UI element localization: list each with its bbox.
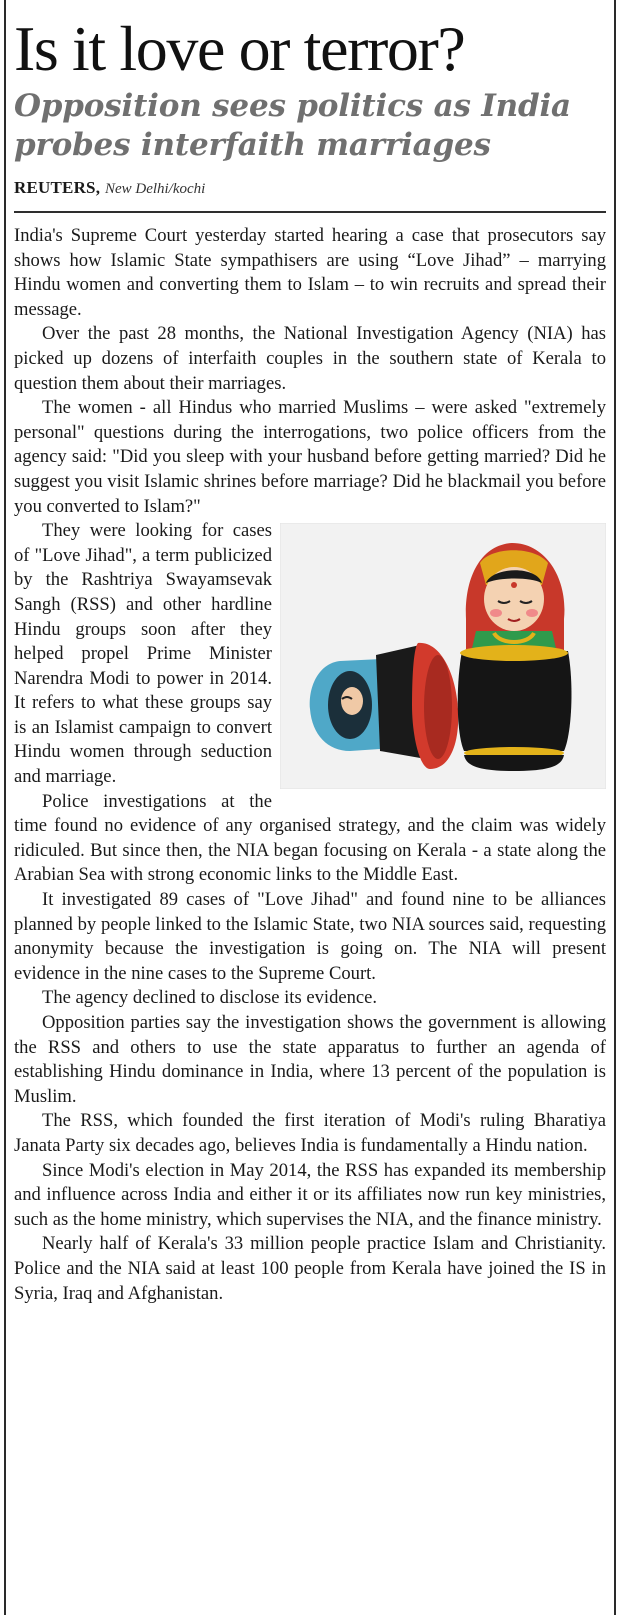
article-body xyxy=(14,224,606,1306)
byline-agency: REUTERS, xyxy=(14,178,101,197)
paragraph: It investigated 89 cases of "Love Jihad" and found nine to be alliances planned by people linked to the Islamic State, two NIA sources said, requesting anonymity because the investigation is going on. The NIA will present evidence in the nine cases to the Supreme Court. xyxy=(14,889,606,984)
paragraph: Opposition parties say the investigation shows the government is allowing the RSS and others to use the state apparatus to further an agenda of establishing Hindu dominance in India, where 13 percent of the population is Muslim. xyxy=(14,1012,606,1107)
paragraph: Since Modi's election in May 2014, the RSS has expanded its membership and influence across India and either it or its affiliates now run key ministries, such as the home ministry, which supervises the NIA, and the finance ministry. xyxy=(14,1159,606,1230)
paragraph: The women - all Hindus who married Muslims – were asked "extremely personal" questions during the interrogations, two police officers from the agency said: "Did you sleep with your husband before getting married? Did he suggest you visit Islamic shrines before marriage? Did he blackmail you before you converted to Islam?" xyxy=(14,397,606,517)
paragraph: Police investigations at the time found no evidence of any organised strategy, and the claim was widely ridiculed. But since then, the NIA began focusing on Kerala - a state along the Arabian Sea with strong economic links to the Middle East. xyxy=(14,790,606,886)
paragraph: Over the past 28 months, the National Investigation Agency (NIA) has picked up dozens of interfaith couples in the southern state of Kerala to question them about their marriages. xyxy=(14,323,606,394)
right-column-rule xyxy=(614,0,616,1615)
paragraph: They were looking for cases of "Love Jihad", a term publicized by the Rashtriya Swayamsevak Sangh (RSS) and other hardline Hindu groups soon after they helped propel Prime Minister Narendra Modi to power in 2014. It refers to what these groups say is an Islamist campaign to convert Hindu women through seduction and marriage. xyxy=(14,520,272,788)
byline-divider xyxy=(14,211,606,213)
left-column-rule xyxy=(4,0,6,1615)
subheadline: Opposition sees politics as India probes interfaith marriages xyxy=(14,88,571,163)
paragraph: Nearly half of Kerala's 33 million people practice Islam and Christianity. Police and the NIA said at least 100 people from Kerala have joined the IS in Syria, Iraq and Afghanistan. xyxy=(14,1233,606,1304)
byline-location: New Delhi/kochi xyxy=(104,181,206,197)
headline: Is it love or terror? xyxy=(14,13,465,84)
standing-doll-icon xyxy=(458,543,572,771)
paragraph: The RSS, which founded the first iteration of Modi's ruling Bharatiya Janata Party six decades ago, believes India is fundamentally a Hindu nation. xyxy=(14,1110,606,1156)
byline xyxy=(14,177,606,199)
paragraph: India's Supreme Court yesterday started hearing a case that prosecutors say shows how Islamic State sympathisers are using “Love Jihad” – marrying Hindu women and converting them to Islam – to win recruits and spread their message. xyxy=(14,225,606,320)
nesting-dolls-illustration xyxy=(280,523,606,789)
article xyxy=(14,0,606,1306)
paragraph: The agency declined to disclose its evidence. xyxy=(42,987,378,1009)
